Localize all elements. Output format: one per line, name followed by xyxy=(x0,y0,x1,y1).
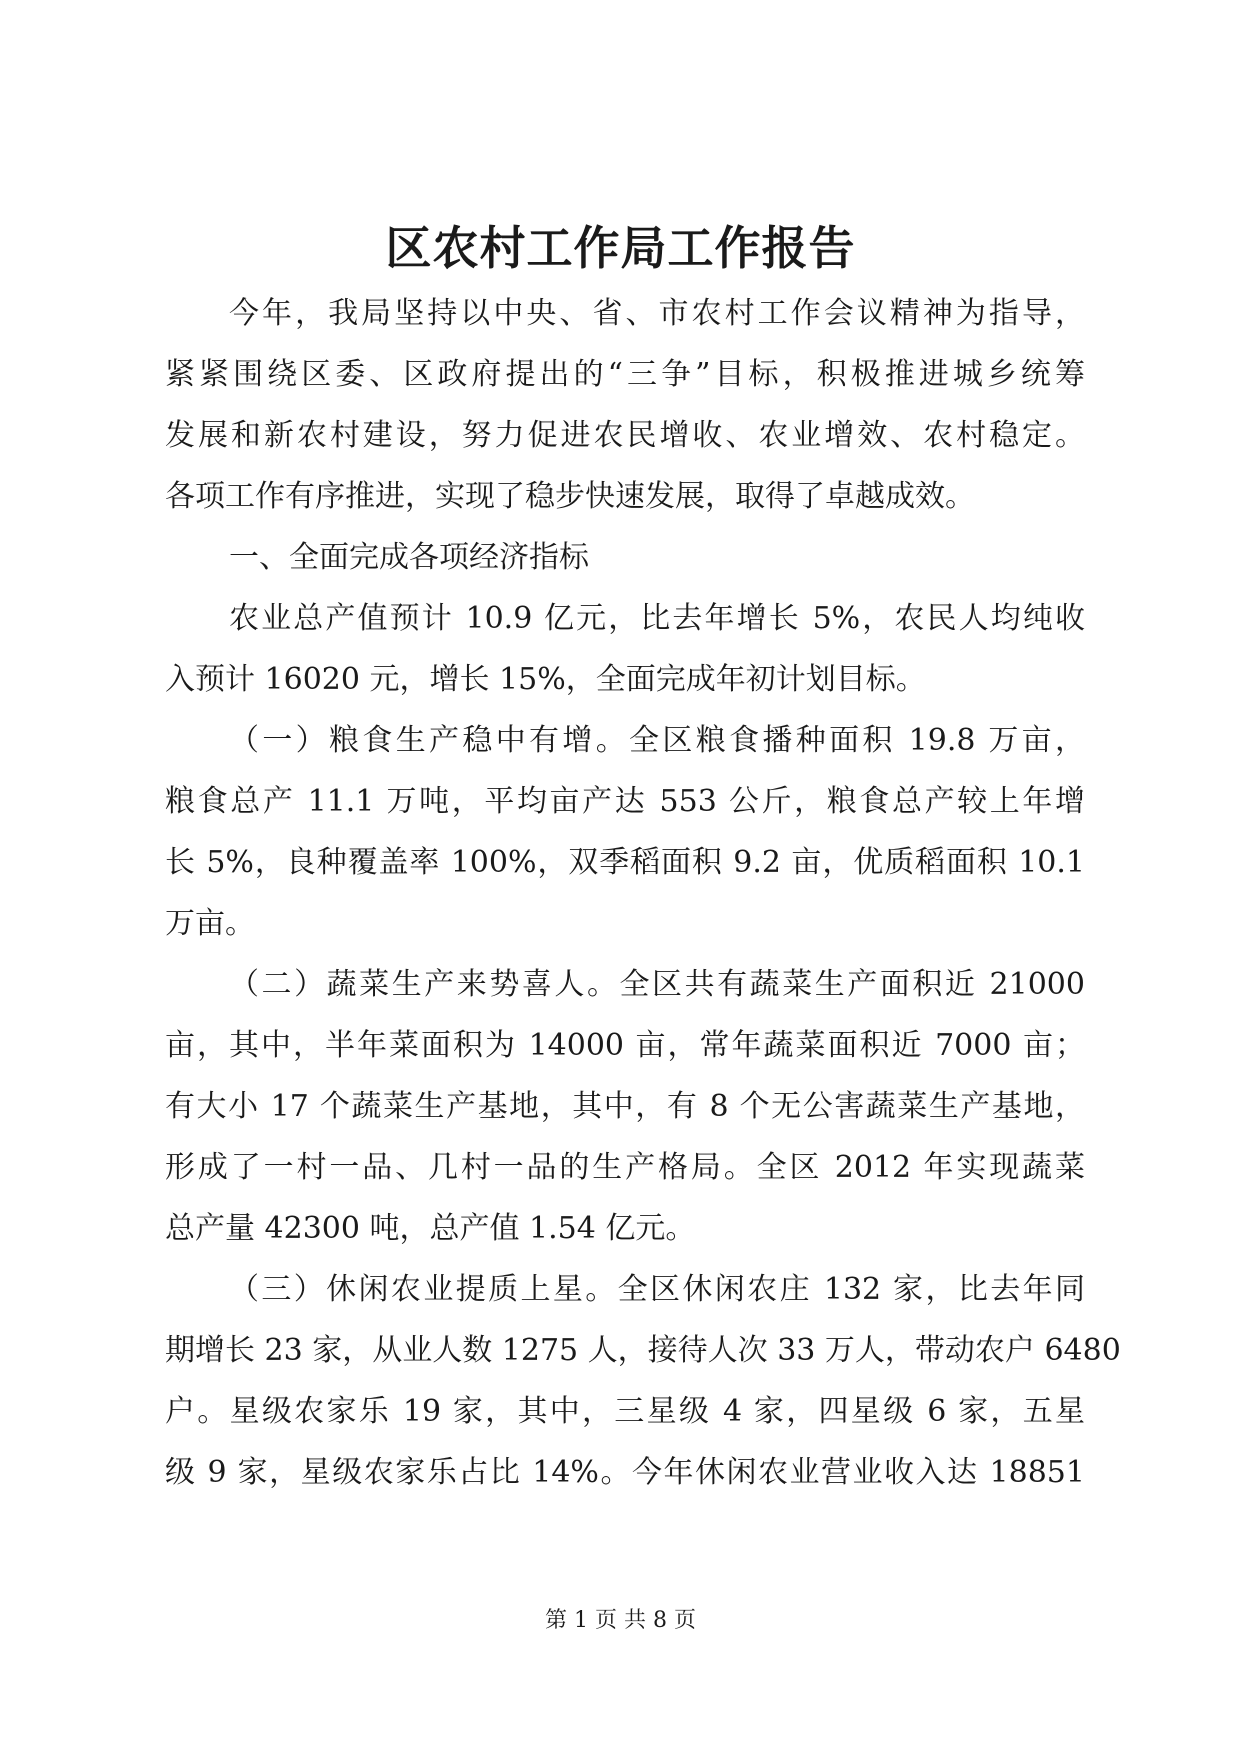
text-line: 形成了一村一品、几村一品的生产格局。全区 2012 年实现蔬菜 xyxy=(165,1150,1085,1185)
text-line: 农业总产值预计 10.9 亿元，比去年增长 5%，农民人均纯收 xyxy=(229,601,1085,636)
text-line: 长 5%，良种覆盖率 100%，双季稻面积 9.2 亩，优质稻面积 10.1 xyxy=(165,845,1085,880)
document-title: 区农村工作局工作报告 xyxy=(385,221,856,275)
text-line: 万亩。 xyxy=(165,906,255,941)
text-line: （二）蔬菜生产来势喜人。全区共有蔬菜生产面积近 21000 xyxy=(229,967,1085,1002)
text-line: 期增长 23 家，从业人数 1275 人，接待人次 33 万人，带动农户 6480 xyxy=(165,1333,1121,1368)
text-line: 紧紧围绕区委、区政府提出的“三争”目标，积极推进城乡统筹 xyxy=(165,357,1085,392)
text-line: 总产量 42300 吨，总产值 1.54 亿元。 xyxy=(165,1211,696,1246)
text-line: 粮食总产 11.1 万吨，平均亩产达 553 公斤，粮食总产较上年增 xyxy=(165,784,1085,819)
text-line: 级 9 家，星级农家乐占比 14%。今年休闲农业营业收入达 18851 xyxy=(165,1455,1085,1490)
text-line: 入预计 16020 元，增长 15%，全面完成年初计划目标。 xyxy=(165,662,926,697)
page-footer: 第 1 页 共 8 页 xyxy=(545,1608,696,1633)
text-line: 有大小 17 个蔬菜生产基地，其中，有 8 个无公害蔬菜生产基地， xyxy=(165,1089,1085,1124)
text-line: 发展和新农村建设，努力促进农民增收、农业增效、农村稳定。 xyxy=(165,418,1085,453)
section-heading: 一、全面完成各项经济指标 xyxy=(229,540,589,575)
text-line: （三）休闲农业提质上星。全区休闲农庄 132 家，比去年同 xyxy=(229,1272,1085,1307)
text-line: 今年，我局坚持以中央、省、市农村工作会议精神为指导， xyxy=(229,296,1085,331)
text-line: 亩，其中，半年菜面积为 14000 亩，常年蔬菜面积近 7000 亩； xyxy=(165,1028,1085,1063)
text-line: （一）粮食生产稳中有增。全区粮食播种面积 19.8 万亩， xyxy=(229,723,1085,758)
document-body xyxy=(165,283,1121,1503)
text-line: 各项工作有序推进，实现了稳步快速发展，取得了卓越成效。 xyxy=(165,479,975,514)
text-line: 户。星级农家乐 19 家，其中，三星级 4 家，四星级 6 家，五星 xyxy=(165,1394,1085,1429)
